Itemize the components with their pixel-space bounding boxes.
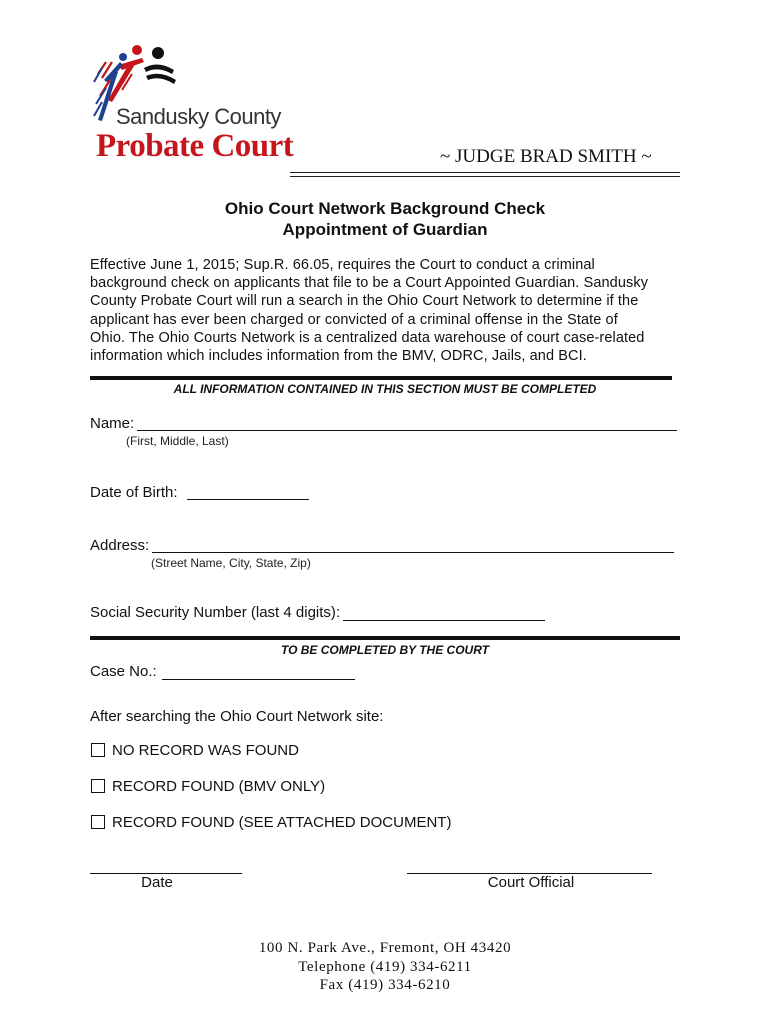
case-number-field[interactable] [162, 679, 355, 680]
form-subtitle: Appointment of Guardian [282, 220, 488, 239]
name-label: Name: [90, 415, 135, 432]
court-section-heading: TO BE COMPLETED BY THE COURT [280, 643, 490, 657]
applicant-section-heading: ALL INFORMATION CONTAINED IN THIS SECTION MUST BE COMPLETED [173, 382, 597, 396]
ssn-label: Social Security Number (last 4 digits): [90, 604, 341, 621]
dob-label: Date of Birth: [90, 484, 178, 501]
intro-line: Effective June 1, 2015; Sup.R. 66.05, requires the Court to conduct a criminal [90, 257, 595, 273]
header-rule-top [290, 172, 680, 173]
section-divider [90, 376, 672, 380]
footer-telephone: Telephone (419) 334-6211 [298, 959, 472, 975]
no-record-label: NO RECORD WAS FOUND [112, 742, 299, 759]
address-field[interactable] [152, 552, 674, 553]
logo-text-county: Sandusky County [116, 104, 281, 129]
intro-line: Ohio. The Ohio Courts Network is a centralized data warehouse of court case-related [90, 329, 645, 346]
dob-field[interactable] [187, 499, 309, 500]
name-field[interactable] [137, 430, 677, 431]
no-record-checkbox[interactable] [91, 743, 105, 757]
intro-line: background check on applicants that file to be a Court Appointed Guardian. Sandusky [90, 275, 649, 292]
intro-paragraph [90, 256, 682, 365]
name-hint: (First, Middle, Last) [126, 434, 229, 448]
judge-name: ~ JUDGE BRAD SMITH ~ [440, 146, 652, 167]
footer-fax: Fax (419) 334-6210 [319, 977, 451, 993]
intro-line: information which includes information from the BMV, ODRC, Jails, and BCI. [90, 348, 587, 365]
address-hint: (Street Name, City, State, Zip) [151, 556, 311, 570]
record-attached-checkbox[interactable] [91, 815, 105, 829]
form-title: Ohio Court Network Background Check [224, 199, 546, 218]
footer-address: 100 N. Park Ave., Fremont, OH 43420 [258, 940, 512, 956]
record-bmv-label: RECORD FOUND (BMV ONLY) [112, 778, 326, 795]
record-bmv-checkbox[interactable] [91, 779, 105, 793]
address-label: Address: [90, 537, 150, 554]
court-official-label: Court Official [487, 874, 575, 891]
header-rule-bottom [290, 176, 680, 177]
logo-text-court: Probate Court [96, 128, 294, 164]
section-divider [90, 636, 680, 640]
search-instruction: After searching the Ohio Court Network site: [90, 708, 384, 725]
record-attached-label: RECORD FOUND (SEE ATTACHED DOCUMENT) [112, 814, 452, 831]
date-label: Date [141, 874, 173, 891]
ssn-field[interactable] [343, 620, 545, 621]
case-number-label: Case No.: [90, 663, 157, 680]
intro-line: applicant has ever been charged or convicted of a criminal offense in the State of [90, 311, 618, 328]
intro-line: County Probate Court will run a search in the Ohio Court Network to determine if the [90, 293, 639, 310]
